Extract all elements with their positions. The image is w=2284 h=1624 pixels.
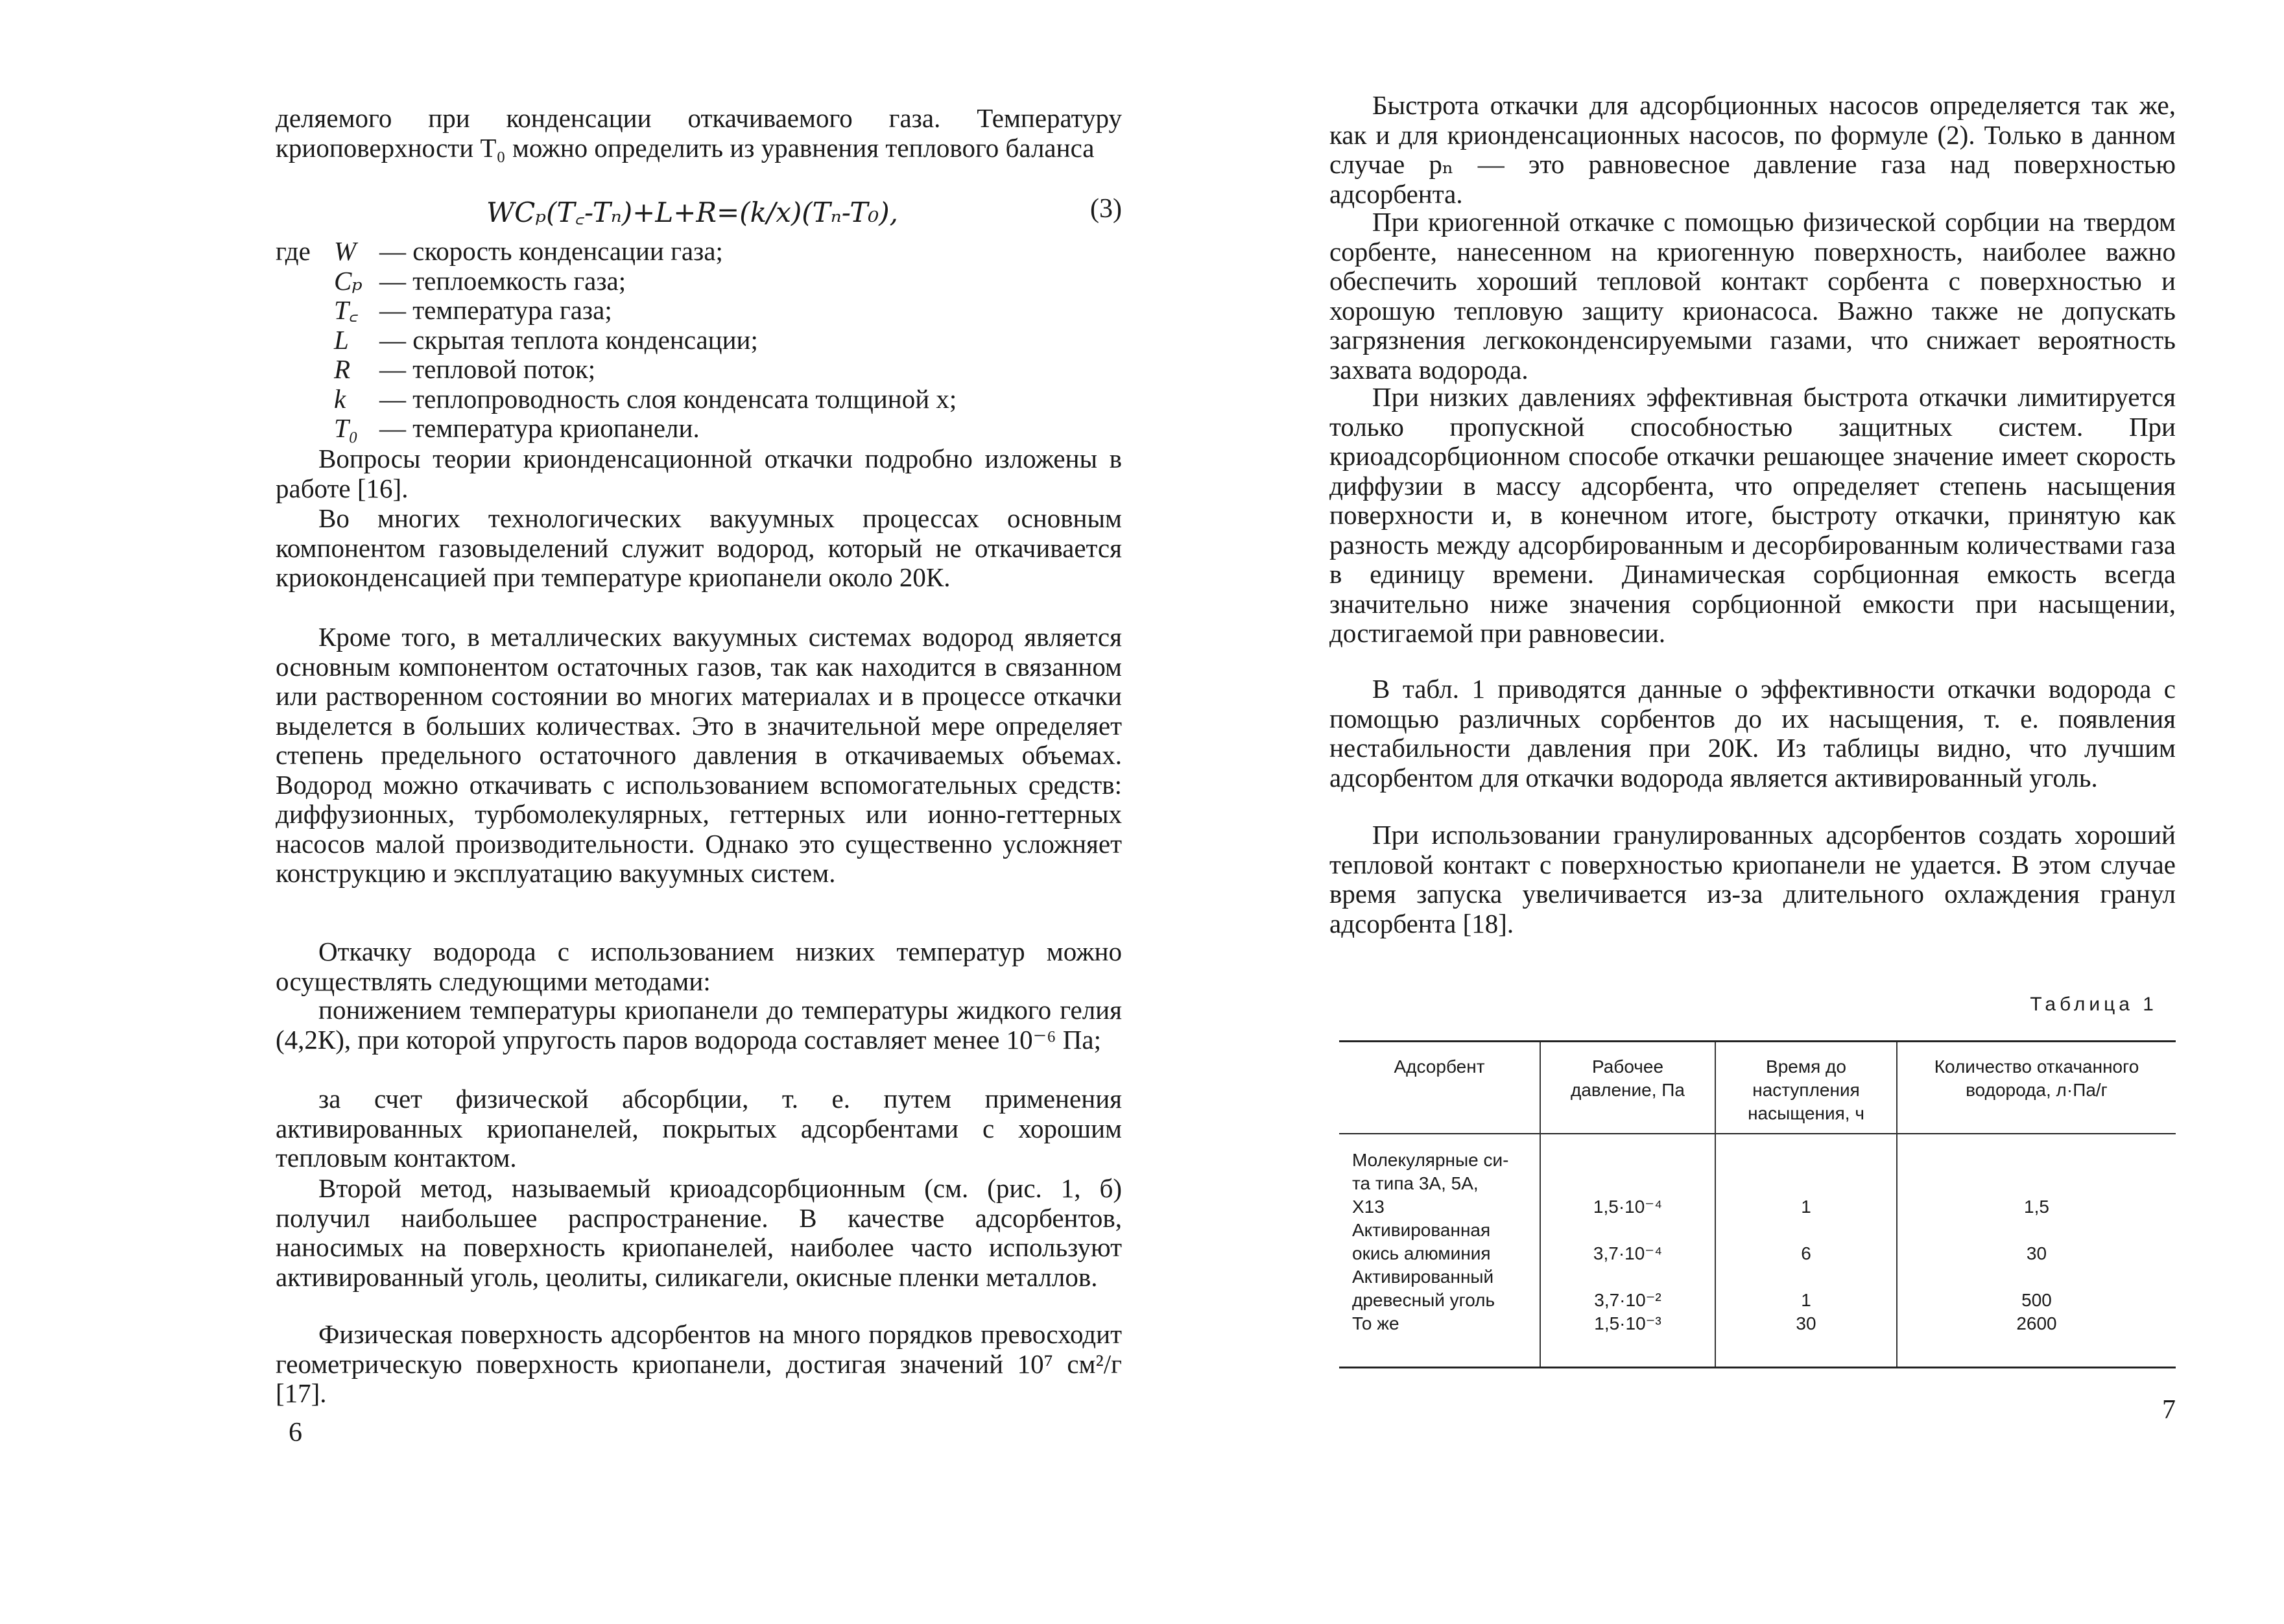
page-number-left: 6 bbox=[289, 1418, 302, 1448]
cell-adsorbent bbox=[1339, 1219, 1540, 1265]
left-paragraph-6: понижением температуры криопанели до температуры жидкого гелия (4,2К), при которой упругость паров водорода составляет менее 10⁻⁶ Па; bbox=[276, 995, 1122, 1055]
right-paragraph-4: В табл. 1 приводятся данные о эффективности откачки водорода с помощью различных сорбентов до их насыщения, т. е. появления нестабильности давления при 20К. Из таблицы видно, что лучшим адсорбентом для откачки водорода является активированный уголь. bbox=[1329, 674, 2176, 793]
definition-text: — температура криопанели. bbox=[379, 413, 700, 443]
definitions-prefix: где bbox=[276, 236, 311, 266]
definition-text: — скорость конденсации газа; bbox=[379, 236, 723, 266]
definition-text: — теплопроводность слоя конденсата толщиной x; bbox=[379, 383, 957, 414]
cell-adsorbent-line: Активированная bbox=[1352, 1220, 1491, 1240]
table-row bbox=[1339, 1134, 2176, 1219]
cell-time: 1 bbox=[1715, 1265, 1897, 1312]
left-paragraph-4: Кроме того, в металлических вакуумных системах водород является основным компонентом остаточных газов, так как находится в связанном или растворенном состоянии во многих материалах и в процессе откачки выделется в больших количествах. Это в значительной мере определяет степень предельного остаточного давления в откачиваемых объемах. Водород можно откачивать с использованием вспомогательных средств: диффузионных, турбомолекулярных, геттерных или ионно-геттерных насосов малой производительности. Однако это существенно усложняет конструкцию и эксплуатацию вакуумных систем. bbox=[276, 622, 1122, 888]
table-row bbox=[1339, 1265, 2176, 1312]
cell-adsorbent bbox=[1339, 1312, 1540, 1368]
cell-adsorbent-line: окись алюминия bbox=[1352, 1243, 1491, 1263]
cell-pressure: 3,7·10⁻² bbox=[1540, 1265, 1715, 1312]
cell-adsorbent bbox=[1339, 1265, 1540, 1312]
left-paragraph-9: Физическая поверхность адсорбентов на много порядков превосходит геометрическую поверхность криопанели, достигая значений 10⁷ см²/г [17]. bbox=[276, 1319, 1122, 1408]
left-paragraph-5: Откачку водорода с использованием низких температур можно осуществлять следующими методами: bbox=[276, 937, 1122, 996]
definition-row bbox=[276, 355, 957, 385]
definition-symbol: L bbox=[334, 324, 349, 355]
header-amount: Количество откачанного водорода, л·Па/г bbox=[1897, 1042, 2176, 1134]
definition-row bbox=[276, 296, 957, 326]
cell-pressure: 1,5·10⁻⁴ bbox=[1540, 1134, 1715, 1219]
header-adsorbent: Адсорбент bbox=[1394, 1057, 1485, 1077]
definition-text: — температура газа; bbox=[379, 295, 612, 325]
cell-amount: 500 bbox=[1897, 1265, 2176, 1312]
definition-row bbox=[276, 326, 957, 355]
cell-adsorbent bbox=[1339, 1134, 1540, 1219]
cell-time: 6 bbox=[1715, 1219, 1897, 1265]
heat-balance-formula: WCₚ(T꜀-Tₙ)+L+R=(k/x)(Tₙ-T₀), bbox=[486, 197, 898, 228]
cell-time: 1 bbox=[1715, 1134, 1897, 1219]
cell-adsorbent-line: То же bbox=[1352, 1313, 1399, 1333]
definition-symbol: k bbox=[334, 383, 346, 414]
table-row bbox=[1339, 1312, 2176, 1368]
definition-text: — тепловой поток; bbox=[379, 354, 596, 384]
cell-adsorbent-line: Х13 bbox=[1352, 1197, 1385, 1217]
definition-row bbox=[276, 237, 957, 267]
definition-text: — скрытая теплота конденсации; bbox=[379, 324, 758, 355]
definition-symbol: Cₚ bbox=[334, 265, 363, 296]
cell-time: 30 bbox=[1715, 1312, 1897, 1368]
definition-text: — теплоемкость газа; bbox=[379, 265, 626, 296]
definition-symbol: T꜀ bbox=[334, 295, 358, 325]
cell-adsorbent-line: та типа 3А, 5А, bbox=[1352, 1173, 1479, 1193]
table-row bbox=[1339, 1219, 2176, 1265]
left-paragraph-8: Второй метод, называемый криоадсорбционным (см. (рис. 1, б) получил наибольшее распространение. В качестве адсорбентов, наносимых на поверхность криопанелей, наиболее часто используют активированный уголь, цеолиты, силикагели, окисные пленки металлов. bbox=[276, 1173, 1122, 1292]
left-paragraph-3: Во многих технологических вакуумных процессах основным компонентом газовыделений служит водород, который не откачивается криоконденсацией при температуре криопанели около 20К. bbox=[276, 503, 1122, 592]
definition-symbol: W bbox=[334, 236, 357, 266]
cell-adsorbent-line: Активированный bbox=[1352, 1267, 1494, 1287]
table-caption: Таблица 1 bbox=[2030, 994, 2158, 1015]
cell-amount: 2600 bbox=[1897, 1312, 2176, 1368]
adsorbent-table bbox=[1339, 1040, 2176, 1368]
definition-row bbox=[276, 385, 957, 414]
right-paragraph-3: При низких давлениях эффективная быстрота откачки лимитируется только пропускной способностью защитных систем. При криоадсорбционном способе откачки решающее значение имеет скорость диффузии в массу адсорбента, что определяет степень насыщения поверхности и, в конечном итоге, быстроту откачки, принятую как разность между адсорбированным и десорбированным количествами газа в единицу времени. Динамическая сорбционная емкость всегда значительно ниже значения сорбционной емкости при насыщении, достигаемой при равновесии. bbox=[1329, 382, 2176, 648]
cell-pressure: 3,7·10⁻⁴ bbox=[1540, 1219, 1715, 1265]
left-paragraph-7: за счет физической абсорбции, т. е. путем применения активированных криопанелей, покрытых адсорбентами с хорошим тепловым контактом. bbox=[276, 1084, 1122, 1173]
cell-adsorbent-line: древесный уголь bbox=[1352, 1290, 1495, 1310]
right-paragraph-1: Быстрота откачки для адсорбционных насосов определяется так же, как и для крионденсационных насосов, по формуле (2). Только в данном случае pₙ — это равновесное давление газа над поверхностью адсорбента. bbox=[1329, 90, 2176, 209]
right-page bbox=[1329, 0, 2176, 1624]
page-number-right: 7 bbox=[2162, 1395, 2176, 1425]
formula-number: (3) bbox=[1090, 194, 1122, 224]
left-paragraph-2: Вопросы теории крионденсационной откачки подробно изложены в работе [16]. bbox=[276, 444, 1122, 503]
table-header-row bbox=[1339, 1042, 2176, 1134]
left-page bbox=[276, 0, 1122, 1624]
definition-symbol: T₀ bbox=[334, 413, 359, 443]
header-pressure: Рабочее давление, Па bbox=[1540, 1042, 1715, 1134]
symbol-definitions bbox=[276, 237, 957, 444]
left-paragraph-1: деляемого при конденсации откачиваемого газа. Температуру криоповерхности T₀ можно определить из уравнения теплового баланса bbox=[276, 103, 1122, 163]
definition-symbol: R bbox=[334, 354, 351, 384]
definition-row bbox=[276, 414, 957, 444]
right-paragraph-2: При криогенной откачке с помощью физической сорбции на твердом сорбенте, нанесенном на криогенную поверхность, наиболее важно обеспечить хороший тепловой контакт сорбента с поверхностью и хорошую тепловую защиту крионасоса. Важно также не допускать загрязнения легкоконденсируемыми газами, что снижает вероятность захвата водорода. bbox=[1329, 207, 2176, 385]
cell-amount: 1,5 bbox=[1897, 1134, 2176, 1219]
definition-row bbox=[276, 267, 957, 296]
header-time: Время до наступления насыщения, ч bbox=[1715, 1042, 1897, 1134]
right-paragraph-5: При использовании гранулированных адсорбентов создать хороший тепловой контакт с поверхностью криопанели не удается. В этом случае время запуска увеличивается из-за длительного охлаждения гранул адсорбента [18]. bbox=[1329, 820, 2176, 938]
cell-adsorbent-line: Молекулярные си- bbox=[1352, 1150, 1509, 1170]
cell-amount: 30 bbox=[1897, 1219, 2176, 1265]
cell-pressure: 1,5·10⁻³ bbox=[1540, 1312, 1715, 1368]
